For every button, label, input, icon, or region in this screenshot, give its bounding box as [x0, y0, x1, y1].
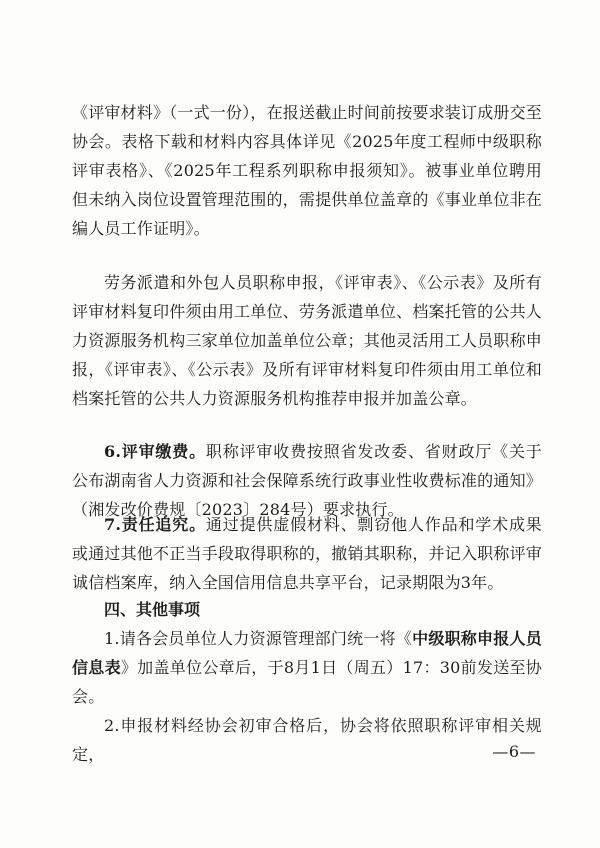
info-sheet-text-a: 1.请各会员单位人力资源管理部门统一将《	[104, 629, 413, 648]
section-heading-other-matters: 四、其他事项	[104, 600, 201, 619]
paragraph-initial-review: 2.申报材料经协会初审合格后，协会将依照职称评审相关规定，	[72, 716, 542, 764]
review-fees-text: 职称评审收费按照省发改委、省财政厅《关于公布湖南省人力资源和社会保障系统行政事业性收费标准的通知》（湘发改价费规〔2023〕284号）要求执行。	[72, 442, 542, 519]
page-number: —6—	[492, 742, 536, 761]
section-title-accountability: 7.责任追究。	[104, 515, 206, 534]
paragraph-accountability	[72, 510, 542, 597]
paragraph-submission-materials: 《评审材料》（一式一份），在报送截止时间前按要求装订成册交至协会。表格下载和材料内容具体详见《2025年度工程师中级职称评审表格》、《2025年工程系列职称申报须知》。被事业单位聘用但未纳入岗位设置管理范围的，需提供单位盖章的《事业单位非在编人员工作证明》。	[72, 103, 543, 238]
info-sheet-title: 中级职称申报人员信息表	[72, 629, 542, 677]
info-sheet-text-b: 》加盖单位公章后，于8月1日（周五）17：30前发送至协会。	[72, 658, 542, 706]
section-title-review-fees: 6.评审缴费。	[104, 442, 206, 461]
paragraph-dispatch-staff: 劳务派遣和外包人员职称申报，《评审表》、《公示表》及所有评审材料复印件须由用工单位、劳务派遣单位、档案托管的公共人力资源服务机构三家单位加盖单位公章；其他灵活用工人员职称申报，《评审表》、《公示表》及所有评审材料复印件须由用工单位和档案托管的公共人力资源服务机构推荐申报并加盖公章。	[72, 273, 542, 408]
paragraph-info-sheet	[72, 624, 542, 711]
accountability-text: 通过提供虚假材料、剽窃他人作品和学术成果或通过其他不正当手段取得职称的，撤销其职称，并记入职称评审诚信档案库，纳入全国信用信息共享平台，记录期限为3年。	[72, 515, 542, 592]
